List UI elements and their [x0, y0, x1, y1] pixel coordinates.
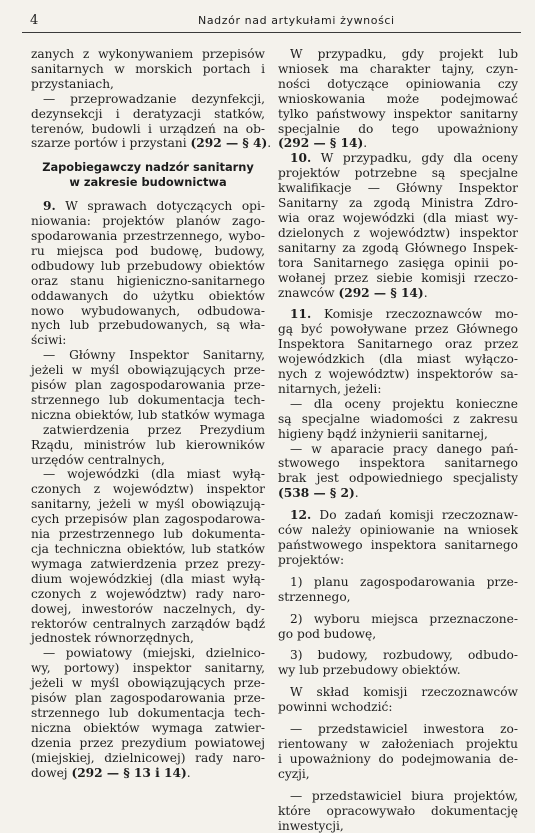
text-line: jednostek równorzędnych,	[31, 631, 265, 646]
text-line: dezynsekcji i deratyzacji statków,	[31, 107, 265, 122]
right-column	[278, 47, 518, 833]
text-line: dium wojewódzkiej (dla miast wyłą-	[31, 572, 265, 587]
text-line: projektów potrzebne są specjalne	[278, 166, 518, 181]
left-column	[31, 47, 265, 781]
text-line: jeżeli w myśl obowiązujących prze-	[31, 363, 265, 378]
text-line: oraz stanu higieniczno-sanitarnego	[31, 274, 265, 289]
text-line: wy lub przebudowy obiektów.	[278, 663, 518, 678]
text-line: (292 — § 14).	[278, 136, 518, 151]
text-line: — powiatowy (miejski, dzielnico-	[31, 646, 265, 661]
text-line: W przypadku, gdy projekt lub	[278, 47, 518, 62]
text-line: (miejskiej, dzielnicowej) rady naro-	[31, 751, 265, 766]
text-line: dowej, inwestorów naczelnych, dy-	[31, 602, 265, 617]
text-line: — w aparacie pracy danego pań-	[278, 442, 518, 457]
text-line: sanitarnych w morskich portach i	[31, 62, 265, 77]
text-line: gą być powoływane przez Głównego	[278, 322, 518, 337]
text-line: państwowego inspektora sanitarnego	[278, 538, 518, 553]
text-line: sanitarny, jeżeli w myśl obowiązują-	[31, 497, 265, 512]
page-header	[22, 10, 521, 33]
text-line: czonych z województw) rady naro-	[31, 587, 265, 602]
text-line: — wojewódzki (dla miast wyłą-	[31, 467, 265, 482]
paragraph-gap	[278, 641, 518, 648]
text-line: rektorów centralnych zarządów bądź	[31, 617, 265, 632]
text-line: powinni wchodzić:	[278, 700, 518, 715]
text-line: przystaniach,	[31, 77, 265, 92]
text-line: wniosek ma charakter tajny, czyn-	[278, 62, 518, 77]
paragraph-gap	[278, 300, 518, 307]
text-line: cja techniczna obiektów, lub statków	[31, 542, 265, 557]
text-line: Zapobiegawczy nadzór sanitarny	[31, 160, 265, 175]
text-line: Inspektora Sanitarnego oraz przez	[278, 337, 518, 352]
text-line: strzennego,	[278, 590, 518, 605]
text-line: dzielonych z województw) inspektor	[278, 226, 518, 241]
text-line: zanych z wykonywaniem przepisów	[31, 47, 265, 62]
text-line: ściwi:	[31, 333, 265, 348]
page-number: 4	[30, 13, 38, 28]
text-line: cyzji,	[278, 767, 518, 782]
text-line: wy, portowy) inspektor sanitarny,	[31, 661, 265, 676]
text-line: 10. W przypadku, gdy dla oceny	[278, 151, 518, 166]
text-line: czonych z województw) inspektor	[31, 482, 265, 497]
text-line: wołanej przez siebie komisji rzeczo-	[278, 271, 518, 286]
text-line: wojewódzkich (dla miast wyłączo-	[278, 352, 518, 367]
running-title: Nadzór nad artykułami żywności	[198, 14, 395, 27]
text-line: higieny bądź inżynierii sanitarnej,	[278, 427, 518, 442]
text-line: tylko państwowy inspektor sanitarny	[278, 107, 518, 122]
text-line: nych z województw) inspektorów sa-	[278, 367, 518, 382]
text-line: oddawanych do użytku obiektów	[31, 289, 265, 304]
text-line: szarze portów i przystani (292 — § 4).	[31, 136, 265, 151]
text-line: (538 — § 2).	[278, 486, 518, 501]
text-line: ców należy opiniowanie na wniosek	[278, 523, 518, 538]
text-line: — przeprowadzanie dezynfekcji,	[31, 92, 265, 107]
paragraph-gap	[278, 715, 518, 722]
text-line: odbudowy lub przebudowy obiektów	[31, 259, 265, 274]
text-line: niczna obiektów wymaga zatwier-	[31, 721, 265, 736]
paragraph-gap	[278, 501, 518, 508]
text-line: 9. W sprawach dotyczących opi-	[31, 199, 265, 214]
text-line: strzennego lub dokumentacja tech-	[31, 706, 265, 721]
text-line: nych lub przebudowanych, są wła-	[31, 318, 265, 333]
text-line: — przedstawiciel inwestora zo-	[278, 722, 518, 737]
paragraph-gap	[278, 678, 518, 685]
text-line: terenów, budowli i urządzeń na ob-	[31, 122, 265, 137]
text-line: wymaga zatwierdzenia przez prezy-	[31, 557, 265, 572]
text-line: zatwierdzenia przez Prezydium	[31, 423, 265, 438]
text-line: projektów:	[278, 553, 518, 568]
text-line: Rządu, ministrów lub kierowników	[31, 438, 265, 453]
text-line: i upoważniony do podejmowania de-	[278, 752, 518, 767]
text-line: tora Sanitarnego zasięga opinii po-	[278, 256, 518, 271]
text-line: spodarowania przestrzennego, wybo-	[31, 229, 265, 244]
text-line: nia przestrzennego lub dokumenta-	[31, 527, 265, 542]
text-line: niowania: projektów planów zago-	[31, 214, 265, 229]
text-line: 2) wyboru miejsca przeznaczone-	[278, 612, 518, 627]
text-line: pisów plan zagospodarowania prze-	[31, 378, 265, 393]
text-line: stwowego inspektora sanitarnego	[278, 456, 518, 471]
text-line: jeżeli w myśl obowiązujących prze-	[31, 676, 265, 691]
text-line: które opracowywało dokumentację	[278, 804, 518, 819]
text-line: 11. Komisje rzeczoznawców mo-	[278, 307, 518, 322]
text-line: 1) planu zagospodarowania prze-	[278, 575, 518, 590]
text-line: nitarnych, jeżeli:	[278, 382, 518, 397]
text-line: kwalifikacje — Główny Inspektor	[278, 181, 518, 196]
text-line: rientowany w założeniach projektu	[278, 737, 518, 752]
text-line: są specjalne wiadomości z zakresu	[278, 412, 518, 427]
text-line: sanitarny za zgodą Głównego Inspek-	[278, 241, 518, 256]
text-line: brak jest odpowiedniego specjalisty	[278, 471, 518, 486]
paragraph-gap	[31, 190, 265, 199]
text-line: dzenia przez prezydium powiatowej	[31, 736, 265, 751]
text-line: — dla oceny projektu konieczne	[278, 397, 518, 412]
text-line: W skład komisji rzeczoznawców	[278, 685, 518, 700]
text-line: ru miejsca pod budowę, budowy,	[31, 244, 265, 259]
text-line: Sanitarny za zgodą Ministra Zdro-	[278, 196, 518, 211]
paragraph-gap	[278, 568, 518, 575]
text-line: strzennego lub dokumentacja tech-	[31, 393, 265, 408]
text-line: — przedstawiciel biura projektów,	[278, 789, 518, 804]
text-line: nowo wybudowanych, odbudowa-	[31, 304, 265, 319]
text-line: specjalnie do tego upoważniony	[278, 122, 518, 137]
text-line: inwestycji,	[278, 819, 518, 833]
text-line: 12. Do zadań komisji rzeczoznaw-	[278, 508, 518, 523]
text-line: w zakresie budownictwa	[31, 175, 265, 190]
text-line: dowej (292 — § 13 i 14).	[31, 766, 265, 781]
paragraph-gap	[31, 151, 265, 160]
text-line: pisów plan zagospodarowania prze-	[31, 691, 265, 706]
text-line: 3) budowy, rozbudowy, odbudo-	[278, 648, 518, 663]
text-line: cych przepisów plan zagospodarowa-	[31, 512, 265, 527]
text-line: — Główny Inspektor Sanitarny,	[31, 348, 265, 363]
text-line: go pod budowę,	[278, 627, 518, 642]
text-line: znawców (292 — § 14).	[278, 286, 518, 301]
text-line: niczna obiektów, lub statków wymaga	[31, 408, 265, 423]
text-line: wia oraz wojewódzki (dla miast wy-	[278, 211, 518, 226]
text-line: urzędów centralnych,	[31, 453, 265, 468]
paragraph-gap	[278, 782, 518, 789]
text-line: ności dotyczące opiniowania czy	[278, 77, 518, 92]
text-line: wnioskowania może podejmować	[278, 92, 518, 107]
paragraph-gap	[278, 605, 518, 612]
